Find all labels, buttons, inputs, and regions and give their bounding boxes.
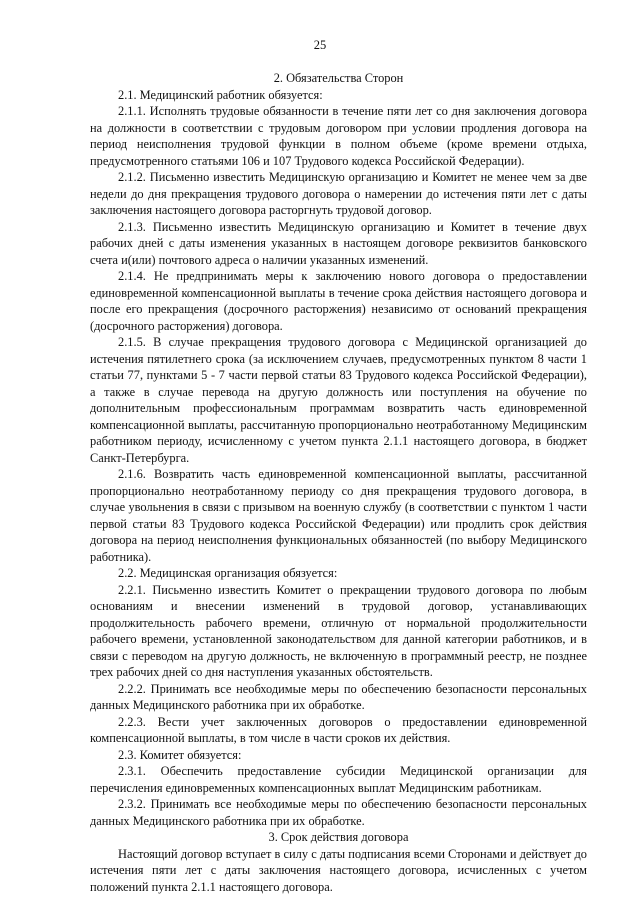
paragraph-2-1-1: 2.1.1. Исполнять трудовые обязанности в течение пяти лет со дня заключения договора на должности в соответствии с трудовым договором при условии продления договора на период неисполнения трудовой функции в полном объеме (кроме времени отдыха, предусмотренного статьями 106 и 107 Трудового кодекса Российской Федерации). xyxy=(90,104,587,168)
paragraph-2-2-2: 2.2.2. Принимать все необходимые меры по обеспечению безопасности персональных данных Медицинского работника при их обработке. xyxy=(90,681,587,712)
paragraph-2-2-3: 2.2.3. Вести учет заключенных договоров о предоставлении единовременной компенсационной выплаты, в том числе в части сроков их действия. xyxy=(90,714,587,745)
paragraph-2-1-2: 2.1.2. Письменно известить Медицинскую организацию и Комитет не менее чем за две недели до дня прекращения трудового договора о намерении до истечения пяти лет с даты заключения настоящего договора расторгнуть трудовой договор. xyxy=(90,170,587,217)
paragraph-2-1-5: 2.1.5. В случае прекращения трудового договора с Медицинской организацией до истечения пятилетнего срока (за исключением случаев, предусмотренных пунктом 8 части 1 статьи 77, пунктами 5 - 7 части первой статьи 83 Трудового кодекса Российской Федерации), а также в случае перевода на другую должность или поступления на обучение по дополнительным профессиональным программам возвратить часть единовременной компенсационной выплаты, рассчитанную пропорционально неотработанному Медицинским работником периоду, исчисленному с учетом пункта 2.1.1 настоящего договора, в бюджет Санкт-Петербурга. xyxy=(90,335,587,465)
paragraph-2-2-1: 2.2.1. Письменно известить Комитет о прекращении трудового договора по любым основаниям и внесении изменений в трудовой договор, устанавливающих продолжительность рабочего времени, отличную от нормальной продолжительности рабочего времени, установленной законодательством для данной категории работников, и в связи с переводом на другую должность, не включенную в программный реестр, не позднее трех рабочих дней со дня наступления указанных обстоятельств. xyxy=(90,582,587,679)
section-2-title: 2. Обязательства Сторон xyxy=(273,71,404,85)
paragraph-2-1-4: 2.1.4. Не предпринимать меры к заключению нового договора о предоставлении единовременной компенсационной выплаты в течение срока действия настоящего договора и после его прекращения (досрочного расторжения) независимо от оснований прекращения (досрочного расторжения) договора. xyxy=(90,269,587,333)
document-body xyxy=(90,70,587,895)
paragraph-2-2: 2.2. Медицинская организация обязуется: xyxy=(118,566,338,580)
section-3-title: 3. Срок действия договора xyxy=(268,830,409,844)
paragraph-2-1-6: 2.1.6. Возвратить часть единовременной компенсационной выплаты, рассчитанной пропорционально неотработанному периоду со дня прекращения трудового договора, в случае увольнения в связи с призывом на военную службу (в соответствии с пунктом 1 части первой статьи 83 Трудового кодекса Российской Федерации) или продлить срок действия договора на период неисполнения функциональных обязанностей (по выбору Медицинского работника). xyxy=(90,467,587,564)
paragraph-2-3: 2.3. Комитет обязуется: xyxy=(118,747,242,762)
paragraph-2-1-3: 2.1.3. Письменно известить Медицинскую организацию и Комитет в течение двух рабочих дней с даты изменения указанных в настоящем договоре реквизитов банковского счета и(или) почтового адреса о наличии указанных изменений. xyxy=(90,219,587,267)
paragraph-2-1: 2.1. Медицинский работник обязуется: xyxy=(118,87,323,102)
paragraph-2-3-2: 2.3.2. Принимать все необходимые меры по обеспечению безопасности персональных данных Медицинского работника при их обработке. xyxy=(90,797,587,828)
paragraph-3: Настоящий договор вступает в силу с даты подписания всеми Сторонами и действует до истечения пяти лет с даты заключения настоящего договора, исчисленных с учетом положений пункта 2.1.1 настоящего договора. xyxy=(90,846,587,894)
paragraph-2-3-1: 2.3.1. Обеспечить предоставление субсидии Медицинской организации для перечисления единовременных компенсационных выплат Медицинским работникам. xyxy=(90,764,587,795)
page-number: 25 xyxy=(313,38,327,52)
